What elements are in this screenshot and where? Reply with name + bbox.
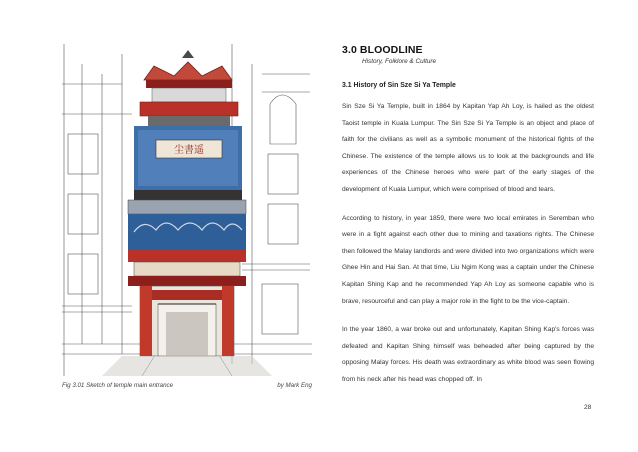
paragraph: In the year 1860, a war broke out and unfortunately, Kapitan Shing Kap's forces was defeated and Kapitan Shing himself was beheaded after being captured by the opposing Malay forces. His death was extraordinary as white blood was seen flowing from his neck after his head was chopped off. In <box>342 326 594 383</box>
ground-shadow <box>102 356 272 376</box>
temple-sketch-illustration <box>62 44 312 376</box>
page-number: 28 <box>584 404 592 411</box>
paragraph: According to history, in year 1859, there were two local emirates in Seremban who were in a fight against each other due to mining and taxations rights. The Chinese then followed the Malay landlords and were divided into two organizations which were Ghee Hin and Hai San. At that time, Liu Ngim Kong was a captain under the Chinese Kapitan Shing Kap and he recommended Yap Ah Loy as someone capable who is brave, resourceful and can play a major role in the fight to be the vice-captain. <box>342 214 594 305</box>
temple-sign-text: 尘書遥 <box>174 145 204 156</box>
paragraph: Sin Sze Si Ya Temple, built in 1864 by Kapitan Yap Ah Loy, is hailed as the oldest Taoist temple in Kuala Lumpur. The Sin Sze Si Ya Temple is an object and place of faith for the civilians as well as a symbolic monument of the historical fights of the Chinese. The existence of the temple allows us to look at the backgrounds and life experiences of the Chinese heroes who were part of the early stages of the development of Kuala Lumpur, which were comprised of blood and tears. <box>342 103 594 193</box>
figure-credit: by Mark Eng <box>277 382 312 389</box>
figure-caption-row <box>62 382 312 389</box>
temple-roof <box>140 50 238 126</box>
temple-middle-tier <box>128 200 246 286</box>
temple-sign-panel <box>134 126 242 200</box>
temple-gate <box>140 286 234 356</box>
text-column <box>342 44 594 389</box>
section-subtitle: History, Folklore & Culture <box>362 58 437 65</box>
section-title: 3.0 BLOODLINE <box>342 44 423 56</box>
subsection-title: 3.1 History of Sin Sze Si Ya Temple <box>342 82 456 89</box>
figure-caption: Fig 3.01 Sketch of temple main entrance <box>62 382 174 389</box>
